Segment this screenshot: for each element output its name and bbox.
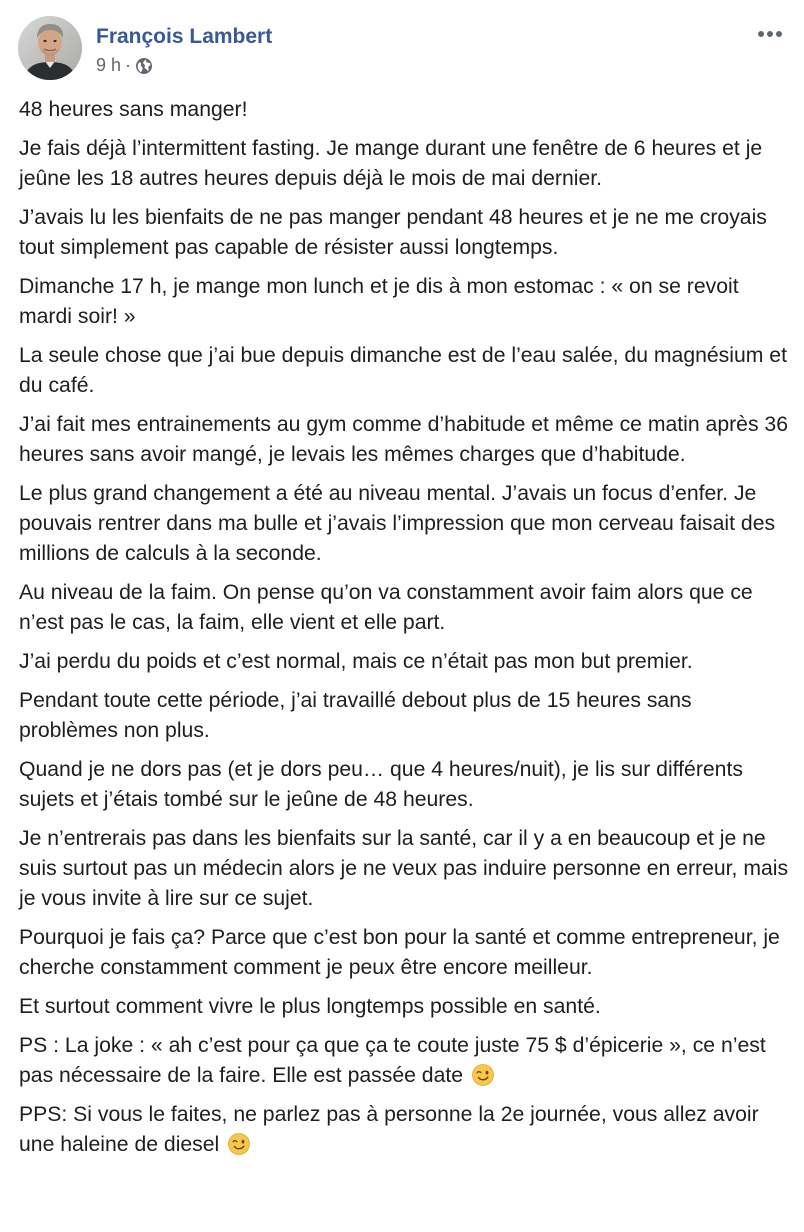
post-paragraph [19,1100,789,1160]
post-paragraph [19,923,789,983]
wink-emoji-icon [227,1132,251,1156]
post-paragraph [19,578,789,638]
more-horizontal-icon [758,31,782,37]
post-paragraph [19,95,789,125]
post-paragraph [19,992,789,1022]
paragraph-text: J’ai perdu du poids et c’est normal, mais ce n’était pas mon but premier. [19,650,693,673]
post-header [18,16,786,80]
paragraph-text: Pendant toute cette période, j’ai travaillé debout plus de 15 heures sans problèmes non plus. [19,689,692,742]
post-timestamp[interactable]: 9 h [96,55,122,75]
post-paragraph [19,203,789,263]
post-paragraph [19,647,789,677]
post-paragraph [19,134,789,194]
paragraph-text: Quand je ne dors pas (et je dors peu… que 4 heures/nuit), je lis sur différents sujets et j’étais tombé sur le jeûne de 48 heures. [19,758,743,811]
post-paragraph [19,479,789,569]
globe-icon[interactable] [135,57,153,75]
meta-separator: · [125,55,132,75]
paragraph-text: La seule chose que j’ai bue depuis dimanche est de l’eau salée, du magnésium et du café. [19,344,787,397]
more-options-button[interactable] [754,22,786,46]
post-meta [96,55,153,76]
post-paragraph [19,1031,789,1091]
post-paragraph [19,410,789,470]
post-paragraph [19,824,789,914]
post-paragraph [19,755,789,815]
paragraph-text: PPS: Si vous le faites, ne parlez pas à personne la 2e journée, vous allez avoir une haleine de diesel [19,1103,759,1156]
author-avatar[interactable] [18,16,82,80]
wink-emoji-icon [471,1063,495,1087]
paragraph-text: Dimanche 17 h, je mange mon lunch et je dis à mon estomac : « on se revoit mardi soir! » [19,275,739,328]
paragraph-text: Le plus grand changement a été au niveau mental. J’avais un focus d’enfer. Je pouvais rentrer dans ma bulle et j’avais l’impression que mon cerveau faisait des millions de calculs à la seconde. [19,482,776,565]
post-paragraph [19,686,789,746]
avatar-photo [18,16,82,80]
paragraph-text: Je n’entrerais pas dans les bienfaits sur la santé, car il y a en beaucoup et je ne suis surtout pas un médecin alors je ne veux pas induire personne en erreur, mais je vous invite à lire sur ce sujet. [19,827,789,910]
post-paragraph [19,341,789,401]
paragraph-text: Au niveau de la faim. On pense qu’on va constamment avoir faim alors que ce n’est pas le cas, la faim, elle vient et elle part. [19,581,753,634]
paragraph-text: Et surtout comment vivre le plus longtemps possible en santé. [19,995,601,1018]
post-paragraph [19,272,789,332]
paragraph-text: Pourquoi je fais ça? Parce que c’est bon pour la santé et comme entrepreneur, je cherche constamment comment je peux être encore meilleur. [19,926,780,979]
paragraph-text: 48 heures sans manger! [19,98,248,121]
author-name-link[interactable]: François Lambert [96,25,273,48]
paragraph-text: J’ai fait mes entrainements au gym comme d’habitude et même ce matin après 36 heures sans avoir mangé, je levais les mêmes charges que d’habitude. [19,413,788,466]
paragraph-text: Je fais déjà l’intermittent fasting. Je mange durant une fenêtre de 6 heures et je jeûne les 18 autres heures depuis déjà le mois de mai dernier. [19,137,763,190]
post-body [19,95,789,1169]
paragraph-text: PS : La joke : « ah c’est pour ça que ça te coute juste 75 $ d’épicerie », ce n’est pas nécessaire de la faire. Elle est passée date [19,1034,766,1087]
paragraph-text: J’avais lu les bienfaits de ne pas manger pendant 48 heures et je ne me croyais tout simplement pas capable de résister aussi longtemps. [19,206,767,259]
